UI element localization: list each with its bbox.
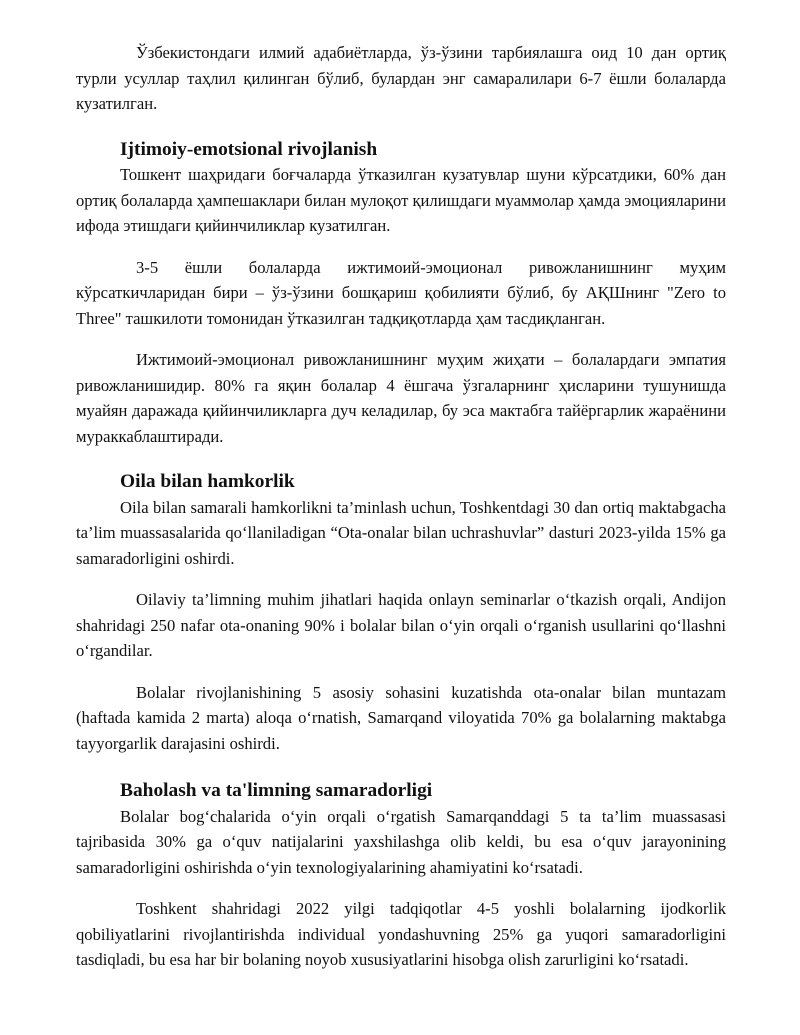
evaluation-paragraph-1: Bolalar bog‘chalarida o‘yin orqali o‘rgatish Samarqanddagi 5 ta ta’lim muassasasi tajribasida 30% ga o‘quv natijalarini yaxshilashga olib keldi, bu esa o‘quv jarayonining samaradorligini oshirishda o‘yin texnologiyalarining ahamiyatini ko‘rsatadi.	[76, 806, 726, 877]
social-emotional-paragraph-3: Ижтимоий-эмоционал ривожланишнинг муҳим жиҳати – болалардаги эмпатия ривожланишидир. 80% га яқин болалар 4 ёшгача ўзгаларнинг ҳисларини тушунишда муайян даражада қийинчиликларга дуч келадилар, бу эса мактабга тайёргарлик жараёнини мураккаблаштиради.	[76, 350, 726, 446]
evaluation-paragraph-2: Toshkent shahridagi 2022 yilgi tadqiqotlar 4-5 yoshli bolalarning ijodkorlik qobiliyatlarini rivojlantirishda individual yondashuvning 25% ga yuqori samaradorligini tasdiqladi, bu esa har bir bolaning noyob xususiyatlarini hisobga olish zarurligini ko‘rsatadi.	[76, 899, 726, 969]
document-page	[76, 40, 726, 973]
social-emotional-paragraph-2: 3-5 ёшли болаларда ижтимоий-эмоционал ривожланишнинг муҳим кўрсаткичларидан бири – ўз-ўзини бошқариш қобилияти бўлиб, бу АҚШнинг "Zero to Three" ташкилоти томонидан ўтказилган тадқиқотларда ҳам тасдиқланган.	[76, 257, 726, 328]
section-heading-social-emotional: Ijtimoiy-emotsional rivojlanish	[120, 138, 378, 160]
family-paragraph-3: Bolalar rivojlanishining 5 asosiy sohasini kuzatishda ota-onalar bilan muntazam (haftada kamida 2 marta) aloqa o‘rnatish, Samarqand viloyatida 70% ga bolalarning maktabga tayyorgarlik darajasini oshirdi.	[76, 682, 726, 753]
family-paragraph-2: Oilaviy ta’limning muhim jihatlari haqida onlayn seminarlar o‘tkazish orqali, Andijon shahridagi 250 nafar ota-onaning 90% i bolalar bilan o‘yin orqali o‘rganish usullarini qo‘llashni o‘rgandilar.	[76, 590, 726, 660]
intro-paragraph: Ўзбекистондаги илмий адабиётларда, ўз-ўзини тарбиялашга оид 10 дан ортиқ турли усуллар таҳлил қилинган бўлиб, булардан энг самаралилари 6-7 ёшли болаларда кузатилган.	[76, 43, 726, 113]
section-heading-evaluation: Baholash va ta'limning samaradorligi	[120, 780, 433, 801]
section-heading-family: Oila bilan hamkorlik	[120, 471, 295, 492]
social-emotional-paragraph-1: Тошкент шаҳридаги боғчаларда ўтказилган кузатувлар шуни кўрсатдики, 60% дан ортиқ болаларда ҳампешаклари билан мулоқот қилишдаги муаммолар ҳамда эмоцияларини ифода этишдаги қийинчиликлар кузатилган.	[76, 165, 726, 235]
family-paragraph-1: Oila bilan samarali hamkorlikni ta’minlash uchun, Toshkentdagi 30 dan ortiq maktabgacha ta’lim muassasalarida qo‘llaniladigan “Ota-onalar bilan uchrashuvlar” dasturi 2023-yilda 15% ga samaradorligini oshirdi.	[76, 497, 726, 568]
